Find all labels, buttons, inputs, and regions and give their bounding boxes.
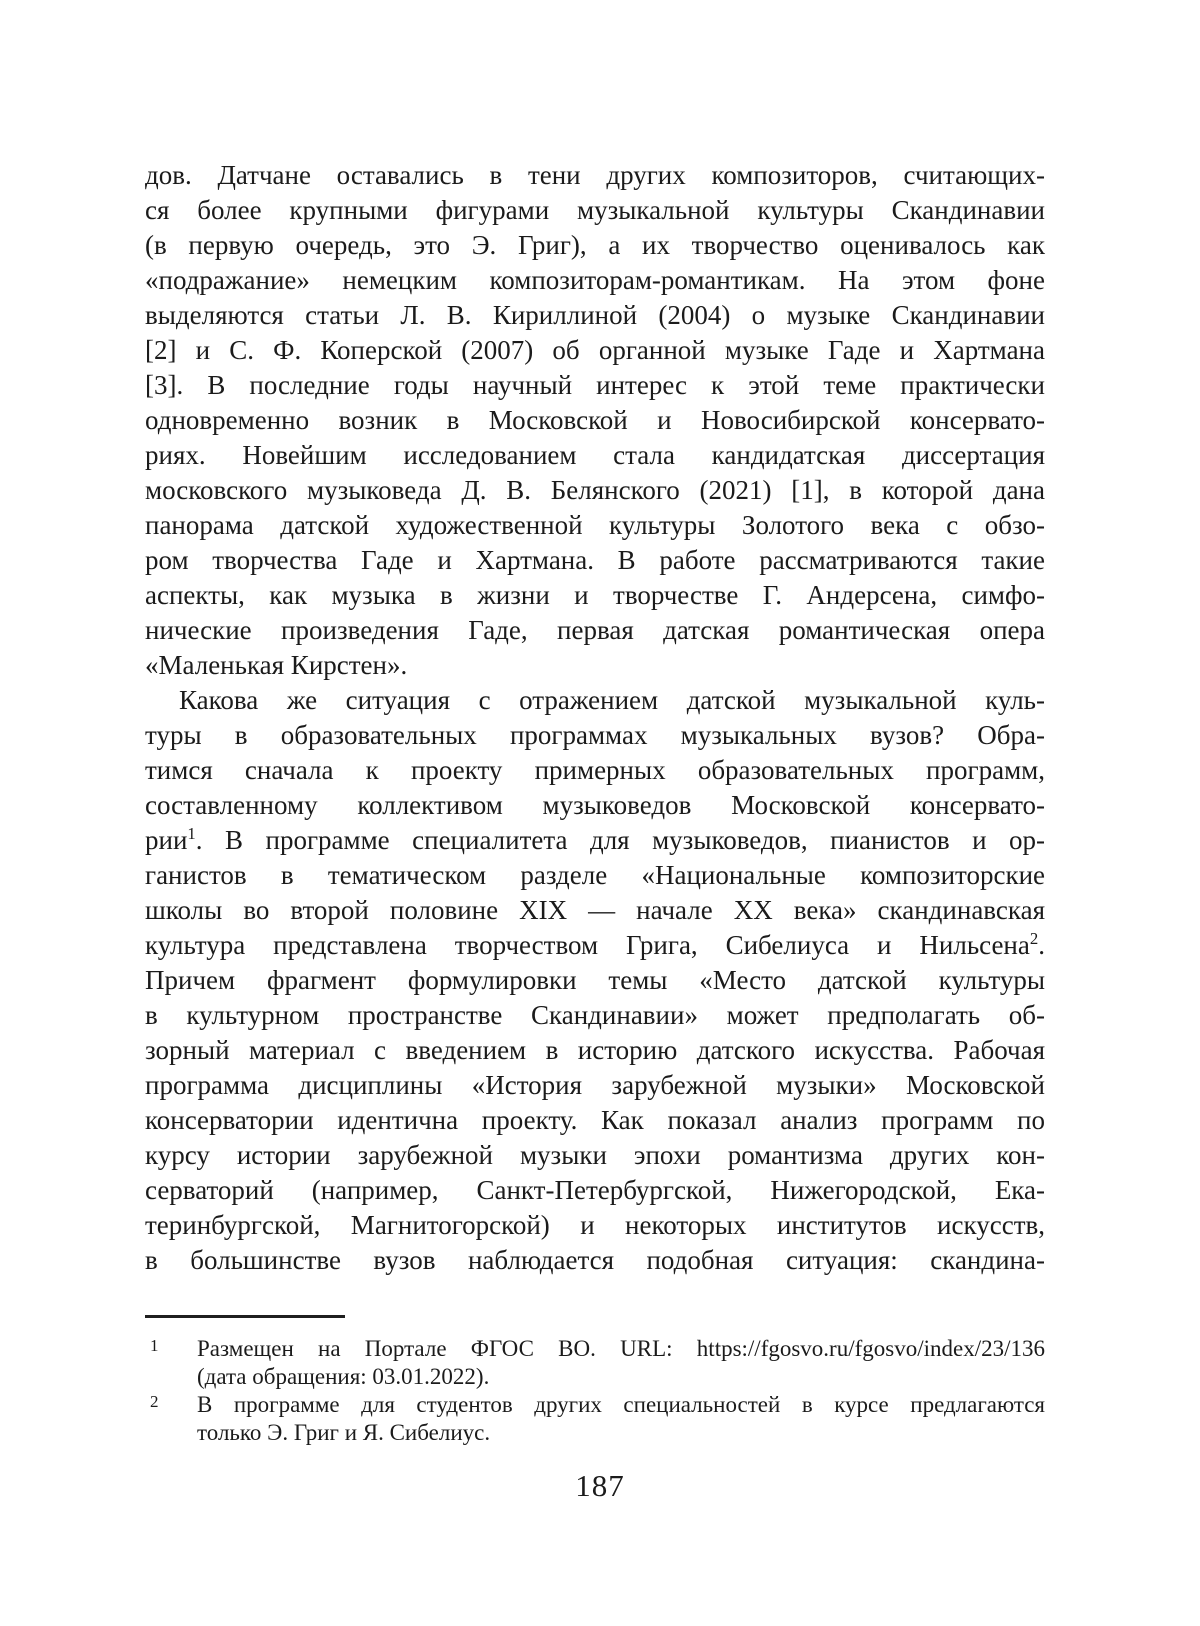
text-line: составленному коллективом музыковедов Московской консервато- xyxy=(145,790,1045,820)
text-line: риях. Новейшим исследованием стала кандидатская диссертация xyxy=(145,440,1045,470)
text-line: одновременно возник в Московской и Новосибирской консервато- xyxy=(145,405,1045,435)
text-line: выделяются статьи Л. В. Кириллиной (2004) о музыке Скандинавии xyxy=(145,300,1045,330)
footnotes xyxy=(145,1335,1045,1447)
text-line: в культурном пространстве Скандинавии» может предполагать об- xyxy=(145,1000,1045,1030)
text-line: в большинстве вузов наблюдается подобная ситуация: скандина- xyxy=(145,1245,1045,1275)
text-line: программа дисциплины «История зарубежной музыки» Московской xyxy=(145,1070,1045,1100)
footnote-line: только Э. Григ и Я. Сибелиус. xyxy=(197,1420,491,1445)
text-line: ганистов в тематическом разделе «Национальные композиторские xyxy=(145,860,1045,890)
text-line: рии$^1$. В программе специалитета для музыковедов, пианистов и ор- xyxy=(145,824,1045,855)
text-line: Какова же ситуация с отражением датской музыкальной куль- xyxy=(179,685,1045,715)
text-line: курсу истории зарубежной музыки эпохи романтизма других кон- xyxy=(145,1140,1045,1170)
text-line: [2] и С. Ф. Коперской (2007) об органной музыке Гаде и Хартмана xyxy=(145,335,1045,365)
footnote xyxy=(145,1391,1045,1447)
text-line: нические произведения Гаде, первая датская романтическая опера xyxy=(145,615,1045,645)
text-line: (в первую очередь, это Э. Григ), а их творчество оценивалось как xyxy=(145,230,1045,260)
text-line: панорама датской художественной культуры Золотого века с обзо- xyxy=(145,510,1045,540)
text-line: серваторий (например, Санкт-Петербургской, Нижегородской, Ека- xyxy=(145,1175,1045,1205)
paragraph xyxy=(145,158,1045,683)
text-line: культура представлена творчеством Грига, Сибелиуса и Нильсена$^2$. xyxy=(145,929,1045,960)
footnote-marker: 1 xyxy=(150,1336,159,1355)
footnote-line: Размещен на Портале ФГОС ВО. URL: https://fgosvo.ru/fgosvo/index/23/136 xyxy=(197,1336,1045,1361)
page-number: 187 xyxy=(575,1468,625,1503)
text-line: школы во второй половине XIX — начале XX века» скандинавская xyxy=(145,895,1045,925)
footnote xyxy=(145,1335,1045,1391)
footnote-separator xyxy=(145,1315,345,1318)
text-line: тимся сначала к проекту примерных образовательных программ, xyxy=(145,755,1045,785)
footnote-line: В программе для студентов других специальностей в курсе предлагаются xyxy=(197,1392,1045,1417)
text-line: московского музыковеда Д. В. Белянского (2021) [1], в которой дана xyxy=(145,475,1045,505)
footnote-line: (дата обращения: 03.01.2022). xyxy=(197,1364,490,1389)
text-block xyxy=(145,158,1045,1447)
text-line: Причем фрагмент формулировки темы «Место датской культуры xyxy=(145,965,1045,995)
footnote-ref: 2 xyxy=(1029,929,1039,948)
text-line: дов. Датчане оставались в тени других композиторов, считающих- xyxy=(145,160,1045,190)
footnote-marker: 2 xyxy=(150,1392,159,1411)
text-line: «Маленькая Кирстен». xyxy=(145,650,408,680)
text-line: туры в образовательных программах музыкальных вузов? Обра- xyxy=(145,720,1045,750)
body-text xyxy=(145,158,1045,1278)
text-line: ся более крупными фигурами музыкальной культуры Скандинавии xyxy=(145,195,1045,225)
text-line: теринбургской, Магнитогорской) и некоторых институтов искусств, xyxy=(145,1210,1045,1240)
text-line: аспекты, как музыка в жизни и творчестве Г. Андерсена, симфо- xyxy=(145,580,1045,610)
paragraph xyxy=(145,683,1045,1278)
text-line: зорный материал с введением в историю датского искусства. Рабочая xyxy=(145,1035,1045,1065)
footnote-ref: 1 xyxy=(187,824,196,843)
text-line: «подражание» немецким композиторам-романтикам. На этом фоне xyxy=(145,265,1045,295)
text-line: консерватории идентична проекту. Как показал анализ программ по xyxy=(145,1105,1045,1135)
text-line: ром творчества Гаде и Хартмана. В работе рассматриваются такие xyxy=(145,545,1045,575)
text-line: [3]. В последние годы научный интерес к этой теме практически xyxy=(145,370,1045,400)
